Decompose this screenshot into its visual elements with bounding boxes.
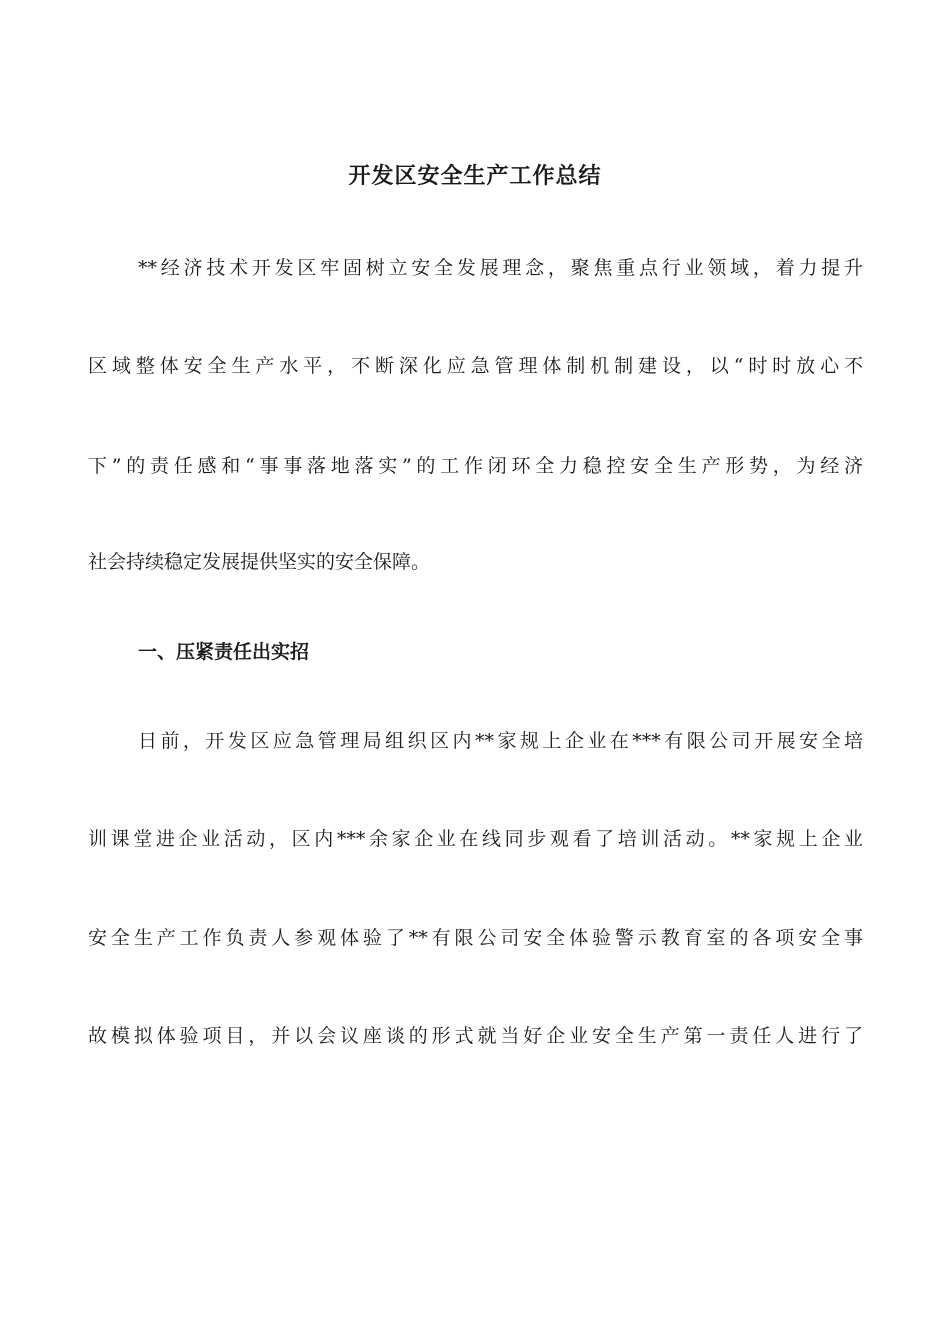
- paragraph-1-line-3: 下”的责任感和“事事落地落实”的工作闭环全力稳控安全生产形势，为经济: [88, 455, 863, 477]
- section-1-heading: 一、压紧责任出实招: [138, 641, 310, 663]
- section-1-line-4: 故模拟体验项目，并以会议座谈的形式就当好企业安全生产第一责任人进行了: [88, 1025, 863, 1047]
- paragraph-1-line-1: **经济技术开发区牢固树立安全发展理念，聚焦重点行业领域，着力提升: [138, 257, 863, 279]
- section-1-line-3: 安全生产工作负责人参观体验了**有限公司安全体验警示教育室的各项安全事: [88, 927, 863, 949]
- document-title: 开发区安全生产工作总结: [348, 163, 602, 189]
- section-1-line-2: 训课堂进企业活动，区内***余家企业在线同步观看了培训活动。**家规上企业: [88, 828, 863, 850]
- paragraph-1-line-4: 社会持续稳定发展提供坚实的安全保障。: [88, 551, 431, 573]
- paragraph-1-line-2: 区域整体安全生产水平，不断深化应急管理体制机制建设，以“时时放心不: [88, 355, 863, 377]
- section-1-line-1: 日前，开发区应急管理局组织区内**家规上企业在***有限公司开展安全培: [138, 730, 863, 752]
